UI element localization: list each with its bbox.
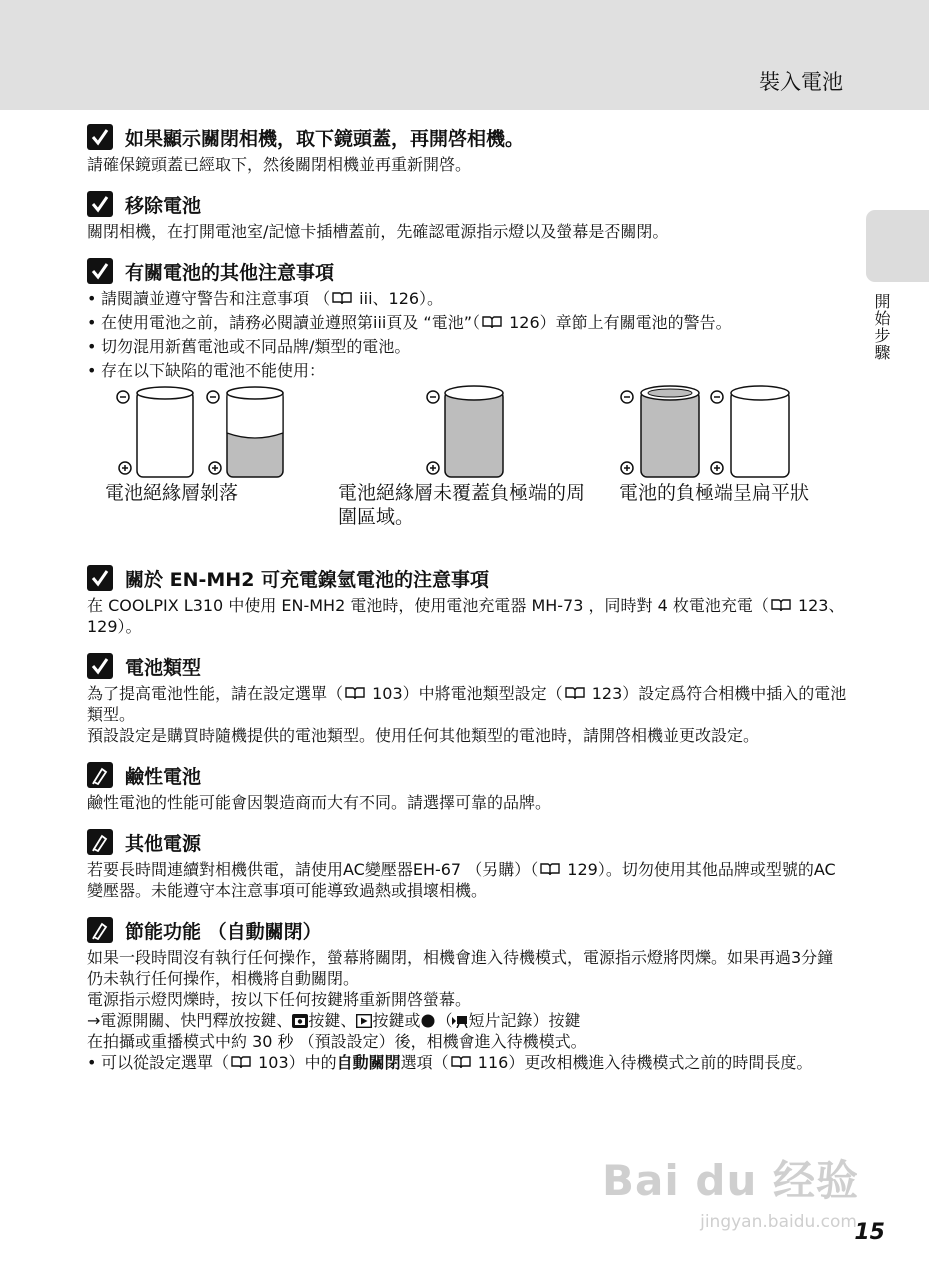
battery-illustrations	[87, 385, 847, 545]
list-item: • 可以從設定選單（ 103）中的自動關閉選項（ 116）更改相機進入待機模式之前的時間長度。	[87, 1052, 847, 1073]
section-title: 節能功能 （自動關閉）	[125, 920, 322, 943]
section-text: 在拍攝或重播模式中約 30 秒 （預設設定）後，相機會進入待機模式。	[87, 1032, 587, 1051]
movie-record-icon	[452, 1014, 468, 1028]
section-title: 如果顯示關閉相機，取下鏡頭蓋，再開啓相機。	[125, 127, 525, 150]
section-text: 如果一段時間沒有執行任何操作，螢幕將關閉，相機會進入待機模式，電源指示燈將閃爍。如果再過3分鐘仍未執行任何操作，相機將自動關閉。	[87, 948, 834, 988]
section-title: 鹼性電池	[125, 765, 202, 788]
book-icon	[451, 1056, 471, 1069]
book-icon	[771, 599, 791, 612]
section-text: 在 COOLPIX L310 中使用 EN-MH2 電池時，使用電池充電器 MH-73 ，同時對 4 枚電池充電（ 123、129）。	[87, 596, 845, 636]
side-label: 開始步驟	[872, 293, 891, 361]
battery-illustration-flat	[605, 385, 805, 481]
section-text: 電源指示燈閃爍時，按以下任何按鍵將重新開啓螢幕。	[87, 990, 472, 1009]
section-power-saving	[87, 915, 847, 1073]
side-tab	[866, 210, 929, 282]
section-text: 關閉相機，在打開電池室/記憶卡插槽蓋前，先確認電源指示燈以及螢幕是否關閉。	[87, 222, 669, 241]
section-battery-type	[87, 651, 847, 746]
battery-illustration-uncovered	[417, 385, 527, 481]
check-icon	[87, 565, 113, 591]
section-title: 電池類型	[125, 656, 202, 679]
section-battery-notes	[87, 256, 847, 545]
section-title: 移除電池	[125, 194, 202, 217]
book-icon	[332, 292, 352, 305]
section-lens-cap	[87, 122, 847, 175]
check-icon	[87, 258, 113, 284]
chapter-title: 裝入電池	[759, 70, 843, 94]
watermark-logo: Bai du 经验	[602, 1156, 859, 1205]
note-icon	[87, 829, 113, 855]
note-icon	[87, 762, 113, 788]
page-number: 15	[854, 1220, 885, 1245]
battery-caption: 電池的負極端呈扁平狀	[619, 482, 810, 504]
book-icon	[540, 863, 560, 876]
section-remove-battery	[87, 189, 847, 242]
check-icon	[87, 124, 113, 150]
section-title: 關於 EN-MH2 可充電鎳氫電池的注意事項	[125, 568, 490, 591]
battery-caption: 電池絕緣層未覆蓋負極端的周圍區域。	[338, 482, 586, 528]
section-text: 鹼性電池的性能可能會因製造商而大有不同。請選擇可靠的品牌。	[87, 793, 552, 812]
section-title: 有關電池的其他注意事項	[125, 261, 335, 284]
key-list: →電源開關、快門釋放按鍵、 按鍵、 按鍵或 （ 短片記錄）按鍵	[87, 1011, 581, 1030]
list-item: • 存在以下缺陷的電池不能使用：	[87, 360, 847, 381]
section-other-power	[87, 827, 847, 901]
shooting-mode-icon	[292, 1014, 308, 1028]
list-item: • 在使用電池之前，請務必閱讀並遵照第iii頁及 “電池”（ 126）章節上有關電池的警告。	[87, 312, 847, 333]
section-title: 其他電源	[125, 832, 202, 855]
section-text: 若要長時間連續對相機供電，請使用AC變壓器EH-67 （另購）（ 129）。切勿使用其他品牌或型號的AC變壓器。未能遵守本注意事項可能導致過熱或損壞相機。	[87, 860, 836, 900]
playback-icon	[356, 1014, 372, 1028]
book-icon	[231, 1056, 251, 1069]
section-text: 預設設定是購買時隨機提供的電池類型。使用任何其他類型的電池時，請開啓相機並更改設定。	[87, 726, 760, 745]
section-text: 請確保鏡頭蓋已經取下，然後關閉相機並再重新開啓。	[87, 155, 472, 174]
battery-illustration-peeling	[115, 385, 315, 481]
battery-caption: 電池絕緣層剝落	[105, 482, 239, 504]
section-text: 為了提高電池性能，請在設定選單（ 103）中將電池類型設定（ 123）設定爲符合相機中插入的電池類型。	[87, 684, 847, 724]
bullet-list	[87, 1052, 847, 1073]
record-icon	[420, 1014, 436, 1028]
list-item: • 切勿混用新舊電池或不同品牌/類型的電池。	[87, 336, 847, 357]
check-icon	[87, 191, 113, 217]
book-icon	[345, 687, 365, 700]
check-icon	[87, 653, 113, 679]
section-alkaline	[87, 760, 847, 813]
watermark-url: jingyan.baidu.com	[700, 1212, 857, 1232]
bullet-list	[87, 288, 847, 381]
book-icon	[482, 316, 502, 329]
book-icon	[565, 687, 585, 700]
main-content	[87, 122, 847, 1087]
note-icon	[87, 917, 113, 943]
list-item: • 請閱讀並遵守警告和注意事項 （ iii、126）。	[87, 288, 847, 309]
section-en-mh2	[87, 563, 847, 637]
